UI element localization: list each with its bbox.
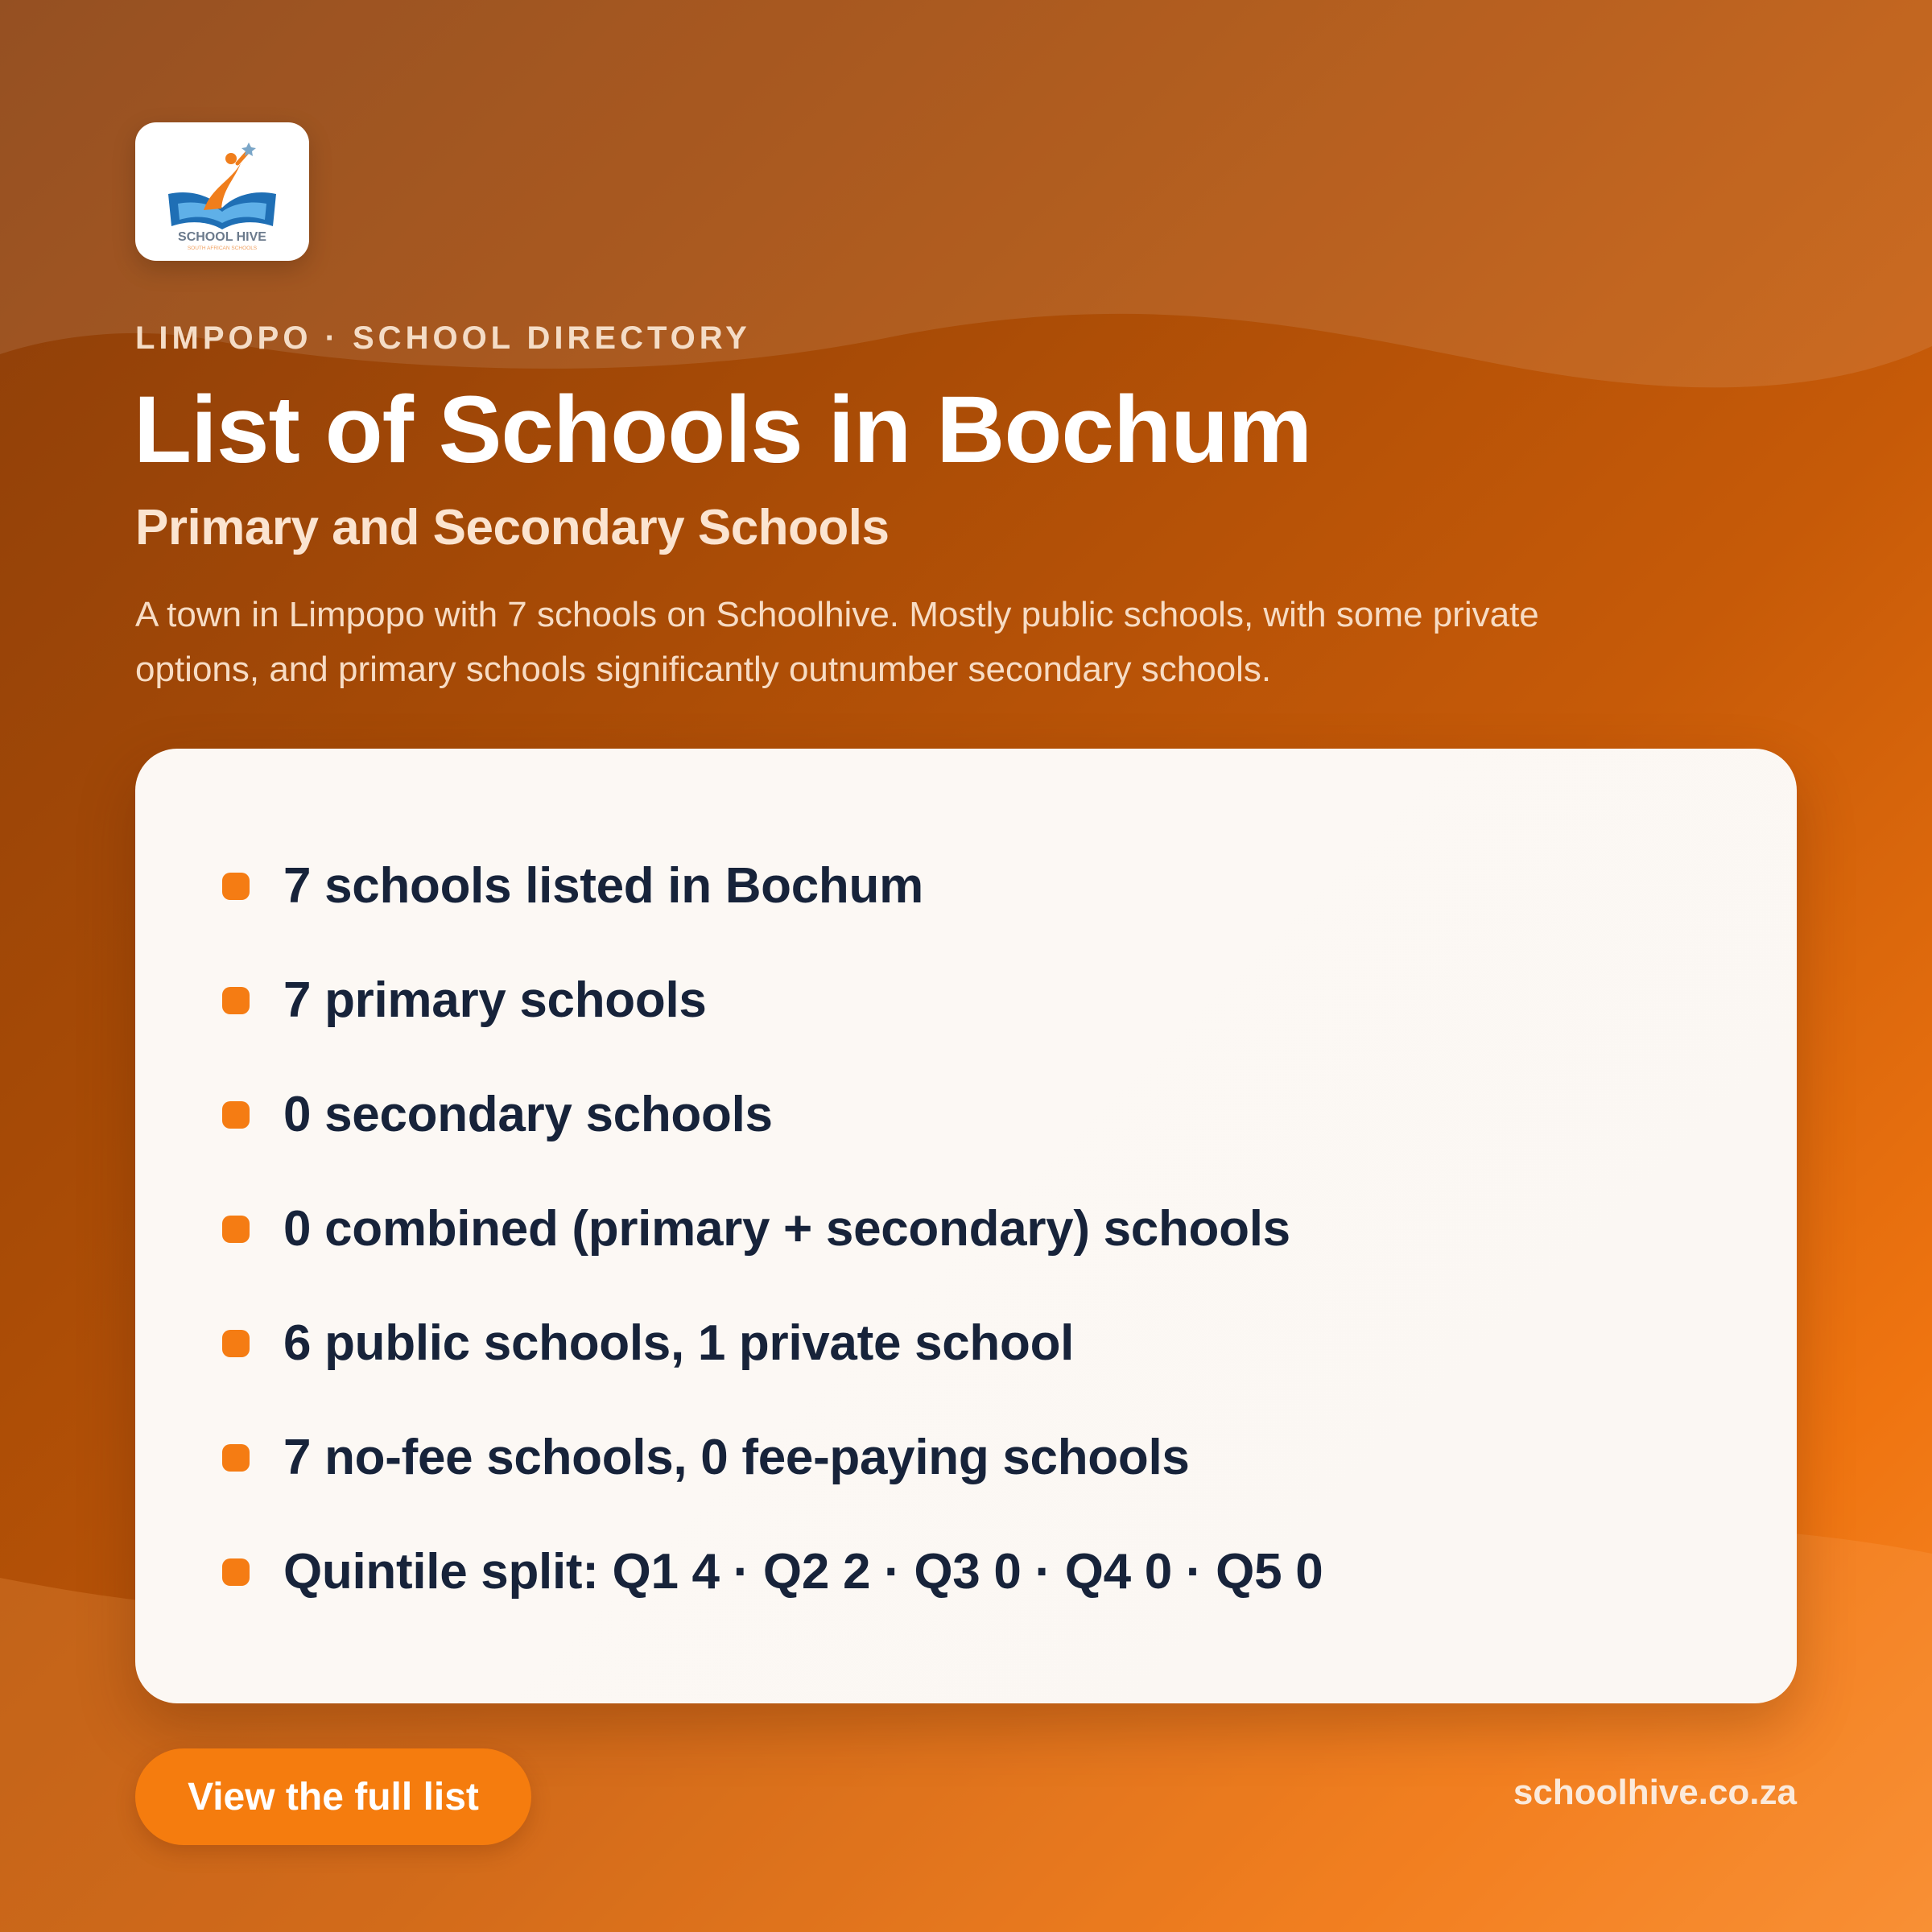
facts-list [222, 853, 1323, 1653]
page-title: List of Schools in Bochum [134, 377, 1312, 483]
fact-item [222, 1311, 1323, 1425]
fact-item [222, 1082, 1323, 1196]
view-full-list-button[interactable]: View the full list [135, 1748, 531, 1845]
fact-text: 0 secondary schools [283, 1087, 773, 1142]
fact-item [222, 853, 1323, 968]
fact-text: 0 combined (primary + secondary) schools [283, 1201, 1290, 1257]
eyebrow-label: LIMPOPO · SCHOOL DIRECTORY [135, 320, 751, 356]
logo [135, 122, 309, 261]
fact-item [222, 1196, 1323, 1311]
bullet-icon [222, 1101, 250, 1129]
site-url: schoolhive.co.za [1513, 1773, 1797, 1812]
bullet-icon [222, 873, 250, 900]
bullet-icon [222, 987, 250, 1014]
fact-item [222, 1425, 1323, 1539]
fact-item [222, 968, 1323, 1082]
fact-text: 6 public schools, 1 private school [283, 1315, 1075, 1371]
school-hive-logo-icon [154, 131, 291, 252]
bullet-icon [222, 1330, 250, 1357]
bullet-icon [222, 1216, 250, 1243]
fact-text: Quintile split: Q1 4 · Q2 2 · Q3 0 · Q4 0 · Q5 0 [283, 1544, 1323, 1600]
fact-text: 7 no-fee schools, 0 fee-paying schools [283, 1430, 1190, 1485]
facts-card [135, 749, 1797, 1703]
bullet-icon [222, 1558, 250, 1586]
page-subtitle: Primary and Secondary Schools [135, 500, 890, 555]
description: A town in Limpopo with 7 schools on Schoolhive. Mostly public schools, with some private options, and primary schools significantly outnumber secondary schools. [135, 595, 1539, 689]
bullet-icon [222, 1444, 250, 1472]
fact-text: 7 primary schools [283, 972, 707, 1028]
svg-text:SOUTH AFRICAN SCHOOLS: SOUTH AFRICAN SCHOOLS [187, 246, 258, 251]
svg-text:SCHOOL HIVE: SCHOOL HIVE [178, 230, 266, 244]
fact-text: 7 schools listed in Bochum [283, 858, 923, 914]
fact-item [222, 1539, 1323, 1653]
